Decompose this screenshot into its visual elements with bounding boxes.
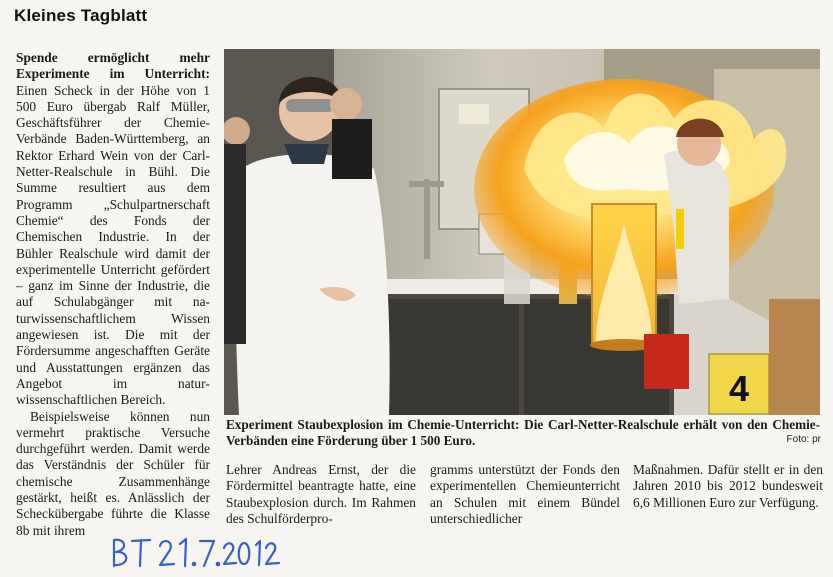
handwritten-date-note <box>108 532 288 577</box>
news-photo <box>224 49 820 415</box>
photo-caption: Experiment Staubexplosion im Chemie-Unterricht: Die Carl-Netter-Realschule erhält von den Chemie-Verbänden eine Förderung über 1 500 Euro. <box>226 417 820 448</box>
article-lead-text: Einen Scheck in der Höhe von 1 500 Euro übergab Ralf Müller, Geschäftsführer der Chemie-Verbände Baden-Württemberg, an Rektor Erhard Wein von der Carl-Netter-Realschule in Bühl. Die Summe resultiert aus dem Programm „Schulpartnerschaft Chemie“ des Fonds der Chemischen Industrie. In der Bühler Realschule wird damit der experimentelle Unterricht gefördert – ganz im Sinne der Industrie, die auf Schulabgänger mit naturwissenschaftlichem Wissen angewiesen ist. Die mit der Fördersumme angeschafften Geräte und Ausstattungen ergänzen das Angebot im naturwissenschaftlichen Bereich. <box>16 82 210 408</box>
photo-credit: Foto: pr <box>786 434 821 445</box>
article-bottom-text-2: gramms unterstützt der Fonds den experimentellen Chemieunterricht an Schulen mit einem Bündel unterschiedlicher <box>430 462 620 526</box>
masthead-title: Kleines Tagblatt <box>14 6 148 25</box>
article-left-column <box>16 50 210 539</box>
article-lead-paragraph <box>16 50 210 409</box>
article-bottom-text-3: Maßnahmen. Dafür stellt er in den Jahren 2010 bis 2012 bundesweit 6,6 Millionen Euro zur Verfügung. <box>633 462 823 510</box>
article-bottom-column-3 <box>633 462 823 511</box>
station-number-label: 4 <box>728 368 750 409</box>
article-bottom-text-1: Lehrer Andreas Ernst, der die Fördermittel beantragte hatte, eine Staubexplosion durch. Im Rahmen des Schulförderpro- <box>226 462 416 526</box>
article-paragraph-2: Beispielsweise können nun vermehrt praktische Versuche durchgeführt werden. Damit werde das Verständnis der Schüler für chemische Zusammenhänge gestärkt, heißt es. Anlässlich der Scheckübergabe führte die Klasse 8b mit ihrem <box>16 408 210 538</box>
article-bottom-column-1 <box>226 462 416 527</box>
article-bottom-column-2 <box>430 462 620 527</box>
article-lead-heading: Spende ermöglicht mehr Experimente im Unterricht: <box>16 50 210 82</box>
